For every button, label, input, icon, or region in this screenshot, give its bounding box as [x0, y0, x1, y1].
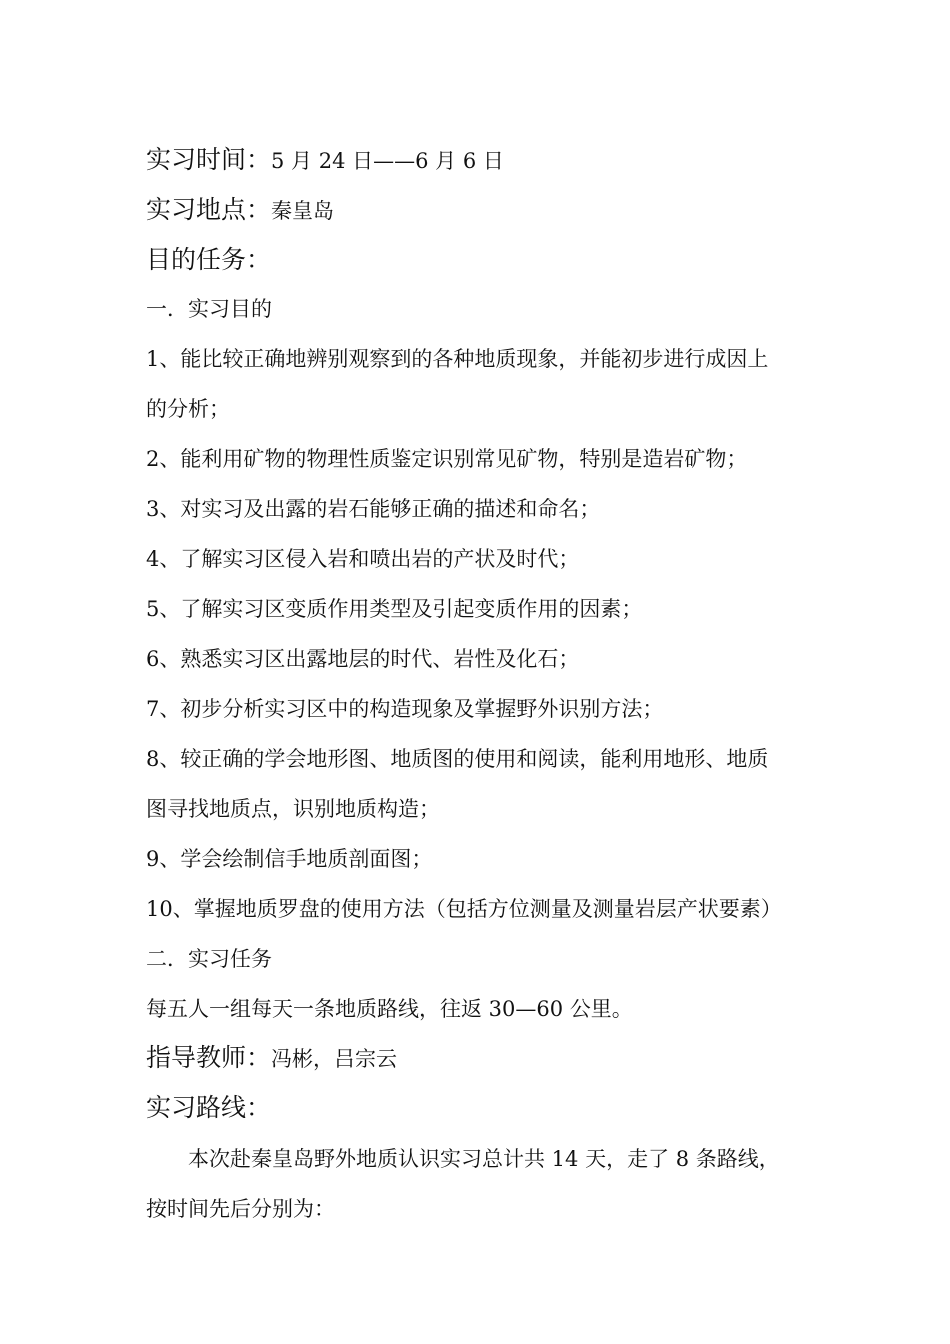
route-paragraph-line-2: 按时间先后分别为： — [146, 1197, 335, 1221]
objective-line-8: 8、较正确的学会地形图、地质图的使用和阅读，能利用地形、地质 — [146, 747, 769, 771]
objective-line-3: 3、对实习及出露的岩石能够正确的描述和命名； — [146, 497, 601, 521]
objective-line-6: 6、熟悉实习区出露地层的时代、岩性及化石； — [146, 647, 580, 671]
route-heading: 实习路线： — [146, 1093, 272, 1122]
objective-line-7: 7、初步分析实习区中的构造现象及掌握野外识别方法； — [146, 697, 664, 721]
purpose-task-heading: 目的任务： — [146, 245, 272, 274]
teacher-value: 冯彬，吕宗云 — [271, 1047, 398, 1071]
objective-line-4: 4、了解实习区侵入岩和喷出岩的产状及时代； — [146, 547, 580, 571]
route-paragraph-line-1: 本次赴秦皇岛野外地质认识实习总计共 14 天，走了 8 条路线， — [188, 1147, 780, 1171]
teacher-line — [146, 1045, 397, 1070]
task-description: 每五人一组每天一条地质路线，往返 30—60 公里。 — [146, 997, 633, 1021]
internship-place-line — [146, 197, 334, 222]
objective-line-2: 2、能利用矿物的物理性质鉴定识别常见矿物，特别是造岩矿物； — [146, 447, 748, 471]
internship-time-label: 实习时间： — [146, 145, 272, 174]
objective-line-9: 9、学会绘制信手地质剖面图； — [146, 847, 433, 871]
objective-line-10: 10、掌握地质罗盘的使用方法（包括方位测量及测量岩层产状要素） — [146, 897, 782, 921]
objective-line-1-cont: 的分析； — [146, 397, 230, 421]
internship-place-value: 秦皇岛 — [271, 199, 335, 223]
internship-place-label: 实习地点： — [146, 195, 272, 224]
internship-time-value: 5 月 24 日——6 月 6 日 — [271, 149, 504, 173]
section-objectives-title: 一．实习目的 — [146, 297, 272, 321]
section-tasks-title: 二．实习任务 — [146, 947, 272, 971]
objective-line-1: 1、能比较正确地辨别观察到的各种地质现象，并能初步进行成因上 — [146, 347, 769, 371]
internship-time-line — [146, 147, 504, 172]
objective-line-8-cont: 图寻找地质点，识别地质构造； — [146, 797, 440, 821]
objective-line-5: 5、了解实习区变质作用类型及引起变质作用的因素； — [146, 597, 643, 621]
teacher-label: 指导教师： — [146, 1043, 272, 1072]
